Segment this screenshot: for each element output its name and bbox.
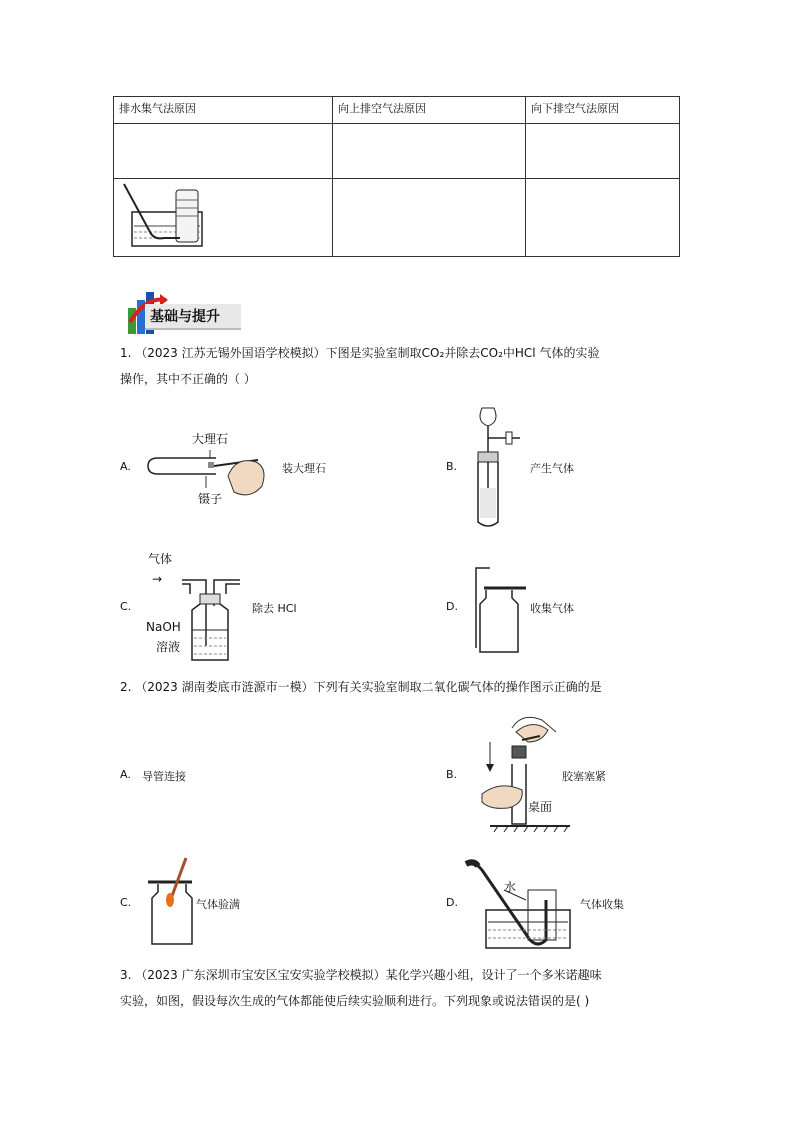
gas-flow-arrow: → <box>152 572 163 586</box>
q1-option-a-caption: 装大理石 <box>282 462 326 475</box>
table-cell <box>333 124 526 179</box>
stopper-insert-diagram <box>482 712 572 840</box>
q1-option-c-caption: 除去 HCl <box>252 602 297 615</box>
q2-option-b-letter[interactable]: B. <box>446 768 458 781</box>
q1-line1: 1. （2023 江苏无锡外国语学校模拟）下图是实验室制取CO₂并除去CO₂中HCl 气体的实验 <box>120 346 600 360</box>
q3-line2: 实验，如图，假设每次生成的气体都能使后续实验顺利进行。下列现象或说法错误的是( ) <box>120 994 590 1008</box>
q2-option-b-caption: 胶塞塞紧 <box>562 770 606 783</box>
q2-option-d-caption: 气体收集 <box>580 898 624 911</box>
water-trough-diagram <box>120 182 210 248</box>
label-water: 水 <box>504 880 517 894</box>
label-tweezers: 镊子 <box>198 492 223 506</box>
q1-option-b-caption: 产生气体 <box>530 462 574 475</box>
q2-option-a-letter[interactable]: A. <box>120 768 131 781</box>
label-solution: 溶液 <box>156 640 181 654</box>
gas-collecting-bottle-diagram <box>470 566 530 654</box>
q3-line1: 3. （2023 广东深圳市宝安区宝安实验学校模拟）某化学兴趣小组，设计了一个多米诺趣味 <box>120 968 602 982</box>
q1-option-d-letter[interactable]: D. <box>446 600 458 613</box>
section-banner-title: 基础与提升 <box>150 309 220 325</box>
q2-line1: 2. （2023 湖南娄底市涟源市一模）下列有关实验室制取二氧化碳气体的操作图示正确的是 <box>120 680 602 694</box>
q2-option-a-caption: 导管连接 <box>142 770 186 783</box>
q2-option-d-letter[interactable]: D. <box>446 896 458 909</box>
label-marble: 大理石 <box>192 432 229 446</box>
long-funnel-tube-diagram <box>466 404 530 530</box>
q1-option-a-letter[interactable]: A. <box>120 460 131 473</box>
q1-option-c-letter[interactable]: C. <box>120 600 132 613</box>
table-cell <box>526 124 680 179</box>
label-gas: 气体 <box>148 552 173 566</box>
label-naoh: NaOH <box>146 620 181 634</box>
table-cell <box>114 124 333 179</box>
label-tabletop: 桌面 <box>528 800 553 814</box>
test-tube-horizontal-diagram <box>146 446 270 504</box>
q1-option-d-caption: 收集气体 <box>530 602 574 615</box>
table-cell <box>526 179 680 257</box>
header-upward-air: 向上排空气法原因 <box>333 97 526 124</box>
q2-option-c-letter[interactable]: C. <box>120 896 132 909</box>
q1-option-b-letter[interactable]: B. <box>446 460 458 473</box>
gas-wash-bottle-diagram <box>170 576 246 662</box>
q1-line2: 操作，其中不正确的（ ） <box>120 372 256 386</box>
header-water-displacement: 排水集气法原因 <box>114 97 333 124</box>
water-collection-diagram <box>460 860 574 950</box>
header-downward-air: 向下排空气法原因 <box>526 97 680 124</box>
table-cell <box>333 179 526 257</box>
q2-option-c-caption: 气体验满 <box>196 898 240 911</box>
